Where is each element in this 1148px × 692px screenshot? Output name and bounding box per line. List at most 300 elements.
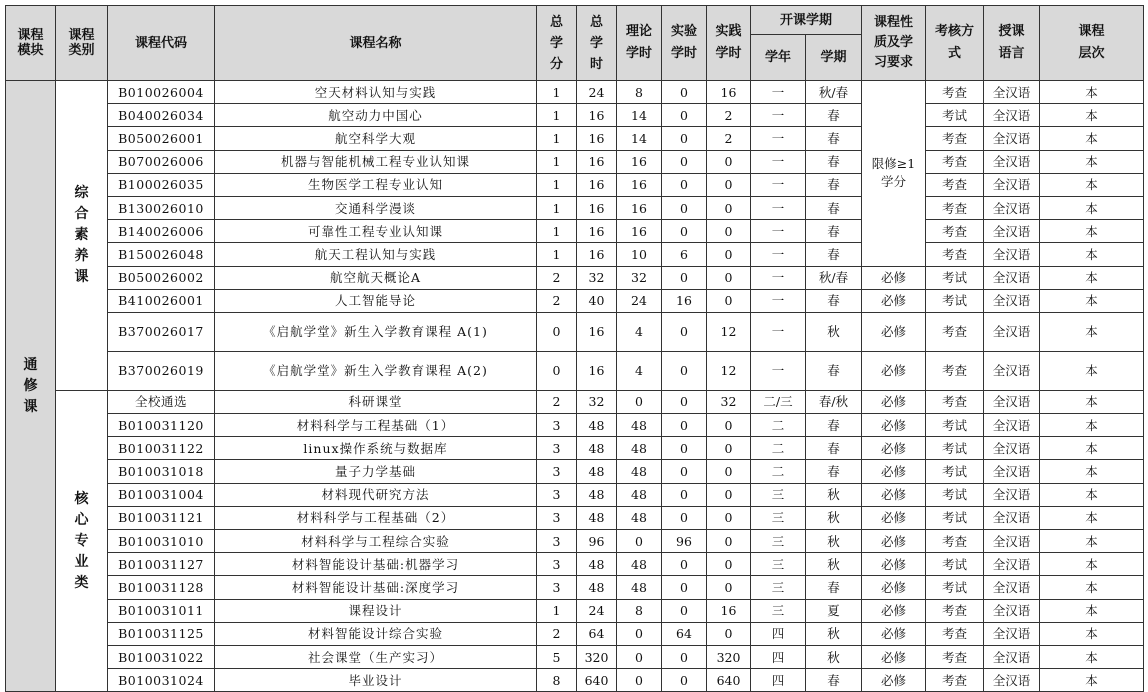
- course-name: 材料智能设计基础:深度学习: [215, 576, 537, 599]
- year-cell: 一: [751, 173, 806, 196]
- term-cell: 春: [806, 173, 862, 196]
- nature-cell: 必修: [862, 553, 926, 576]
- language-cell: 全汉语: [984, 312, 1040, 351]
- table-row: [6, 645, 1144, 668]
- practice-hours-cell: 0: [707, 622, 751, 645]
- table-row: [6, 220, 1144, 243]
- table-row: [6, 173, 1144, 196]
- nature-cell: 必修: [862, 669, 926, 692]
- header-language: 授课语言: [984, 6, 1040, 81]
- practice-hours-cell: 16: [707, 599, 751, 622]
- language-cell: 全汉语: [984, 599, 1040, 622]
- term-cell: 春: [806, 150, 862, 173]
- theory-hours-cell: 10: [617, 243, 662, 266]
- practice-hours-cell: 16: [707, 81, 751, 104]
- practice-hours-cell: 0: [707, 220, 751, 243]
- theory-hours-cell: 8: [617, 81, 662, 104]
- hours-cell: 16: [577, 127, 617, 150]
- assessment-cell: 考查: [926, 390, 984, 413]
- merged-requirement-cell: [862, 81, 926, 267]
- assessment-cell: 考试: [926, 414, 984, 437]
- term-cell: 秋: [806, 622, 862, 645]
- hours-cell: 16: [577, 173, 617, 196]
- year-cell: 一: [751, 351, 806, 390]
- table-row: [6, 196, 1144, 219]
- credits-cell: 3: [537, 553, 577, 576]
- lab-hours-cell: 0: [662, 669, 707, 692]
- header-nature: 课程性质及学习要求: [862, 6, 926, 81]
- credits-cell: 1: [537, 81, 577, 104]
- year-cell: 三: [751, 530, 806, 553]
- level-cell: 本: [1040, 506, 1144, 529]
- year-cell: 二: [751, 414, 806, 437]
- term-cell: 夏: [806, 599, 862, 622]
- language-cell: 全汉语: [984, 414, 1040, 437]
- table-row: [6, 81, 1144, 104]
- credits-cell: 3: [537, 483, 577, 506]
- merged-requirement-text: 限修≥1学分: [871, 156, 916, 190]
- practice-hours-cell: 320: [707, 645, 751, 668]
- course-name: 航天工程认知与实践: [215, 243, 537, 266]
- practice-hours-cell: 12: [707, 351, 751, 390]
- practice-hours-cell: 0: [707, 460, 751, 483]
- language-cell: 全汉语: [984, 104, 1040, 127]
- table-row: [6, 622, 1144, 645]
- hours-cell: 16: [577, 150, 617, 173]
- course-code: B010031011: [108, 599, 215, 622]
- course-name: 《启航学堂》新生入学教育课程 A(2): [215, 351, 537, 390]
- course-code: B010031018: [108, 460, 215, 483]
- practice-hours-cell: 0: [707, 289, 751, 312]
- course-name: 航空航天概论A: [215, 266, 537, 289]
- level-cell: 本: [1040, 553, 1144, 576]
- assessment-cell: 考查: [926, 530, 984, 553]
- course-code: B140026006: [108, 220, 215, 243]
- course-code: B070026006: [108, 150, 215, 173]
- level-cell: 本: [1040, 599, 1144, 622]
- course-code: B410026001: [108, 289, 215, 312]
- nature-cell: 必修: [862, 645, 926, 668]
- year-cell: 二/三: [751, 390, 806, 413]
- theory-hours-cell: 4: [617, 312, 662, 351]
- level-cell: 本: [1040, 483, 1144, 506]
- lab-hours-cell: 0: [662, 599, 707, 622]
- course-code: B130026010: [108, 196, 215, 219]
- level-cell: 本: [1040, 127, 1144, 150]
- level-cell: 本: [1040, 390, 1144, 413]
- level-cell: 本: [1040, 312, 1144, 351]
- practice-hours-cell: 2: [707, 127, 751, 150]
- hours-cell: 16: [577, 243, 617, 266]
- course-name: 毕业设计: [215, 669, 537, 692]
- practice-hours-cell: 0: [707, 553, 751, 576]
- hours-cell: 16: [577, 220, 617, 243]
- course-code: B010031127: [108, 553, 215, 576]
- nature-cell: 必修: [862, 483, 926, 506]
- language-cell: 全汉语: [984, 576, 1040, 599]
- assessment-cell: 考查: [926, 243, 984, 266]
- table-body: [6, 81, 1144, 692]
- lab-hours-cell: 0: [662, 266, 707, 289]
- level-cell: 本: [1040, 645, 1144, 668]
- header-code: 课程代码: [108, 6, 215, 81]
- theory-hours-cell: 48: [617, 506, 662, 529]
- table-row: [6, 150, 1144, 173]
- practice-hours-cell: 12: [707, 312, 751, 351]
- year-cell: 一: [751, 220, 806, 243]
- course-code: B010031128: [108, 576, 215, 599]
- practice-hours-cell: 640: [707, 669, 751, 692]
- term-cell: 春: [806, 104, 862, 127]
- year-cell: 一: [751, 127, 806, 150]
- table-row: [6, 669, 1144, 692]
- year-cell: 一: [751, 266, 806, 289]
- practice-hours-cell: 32: [707, 390, 751, 413]
- hours-cell: 16: [577, 104, 617, 127]
- term-cell: 春: [806, 243, 862, 266]
- credits-cell: 3: [537, 414, 577, 437]
- nature-cell: 必修: [862, 437, 926, 460]
- header-level: 课程层次: [1040, 6, 1144, 81]
- level-cell: 本: [1040, 460, 1144, 483]
- practice-hours-cell: 0: [707, 414, 751, 437]
- term-cell: 秋: [806, 645, 862, 668]
- hours-cell: 48: [577, 437, 617, 460]
- lab-hours-cell: 0: [662, 173, 707, 196]
- credits-cell: 2: [537, 622, 577, 645]
- level-cell: 本: [1040, 173, 1144, 196]
- course-name: 航空科学大观: [215, 127, 537, 150]
- table-row: [6, 506, 1144, 529]
- course-name: 材料智能设计基础:机器学习: [215, 553, 537, 576]
- credits-cell: 8: [537, 669, 577, 692]
- term-cell: 春: [806, 289, 862, 312]
- credits-cell: 1: [537, 127, 577, 150]
- credits-cell: 1: [537, 220, 577, 243]
- credits-cell: 0: [537, 312, 577, 351]
- language-cell: 全汉语: [984, 669, 1040, 692]
- nature-cell: 必修: [862, 530, 926, 553]
- credits-cell: 3: [537, 437, 577, 460]
- lab-hours-cell: 0: [662, 460, 707, 483]
- year-cell: 三: [751, 483, 806, 506]
- language-cell: 全汉语: [984, 150, 1040, 173]
- language-cell: 全汉语: [984, 460, 1040, 483]
- table-row: [6, 599, 1144, 622]
- course-name: 材料科学与工程综合实验: [215, 530, 537, 553]
- credits-cell: 1: [537, 150, 577, 173]
- year-cell: 四: [751, 645, 806, 668]
- practice-hours-cell: 0: [707, 243, 751, 266]
- course-name: 量子力学基础: [215, 460, 537, 483]
- nature-cell: 必修: [862, 599, 926, 622]
- assessment-cell: 考查: [926, 351, 984, 390]
- level-cell: 本: [1040, 530, 1144, 553]
- lab-hours-cell: 0: [662, 127, 707, 150]
- assessment-cell: 考查: [926, 220, 984, 243]
- course-code: B010031122: [108, 437, 215, 460]
- hours-cell: 48: [577, 576, 617, 599]
- hours-cell: 48: [577, 460, 617, 483]
- header-hours: 总学时: [577, 6, 617, 81]
- year-cell: 一: [751, 312, 806, 351]
- theory-hours-cell: 48: [617, 437, 662, 460]
- language-cell: 全汉语: [984, 645, 1040, 668]
- practice-hours-cell: 0: [707, 437, 751, 460]
- year-cell: 四: [751, 622, 806, 645]
- theory-hours-cell: 48: [617, 460, 662, 483]
- theory-hours-cell: 0: [617, 645, 662, 668]
- lab-hours-cell: 0: [662, 414, 707, 437]
- level-cell: 本: [1040, 351, 1144, 390]
- assessment-cell: 考试: [926, 483, 984, 506]
- course-name: 机器与智能机械工程专业认知课: [215, 150, 537, 173]
- lab-hours-cell: 0: [662, 390, 707, 413]
- nature-cell: 必修: [862, 390, 926, 413]
- hours-cell: 16: [577, 351, 617, 390]
- theory-hours-cell: 16: [617, 220, 662, 243]
- table-row: [6, 127, 1144, 150]
- lab-hours-cell: 0: [662, 196, 707, 219]
- level-cell: 本: [1040, 266, 1144, 289]
- nature-cell: 必修: [862, 414, 926, 437]
- credits-cell: 5: [537, 645, 577, 668]
- language-cell: 全汉语: [984, 437, 1040, 460]
- course-name: 《启航学堂》新生入学教育课程 A(1): [215, 312, 537, 351]
- table-row: [6, 243, 1144, 266]
- practice-hours-cell: 0: [707, 150, 751, 173]
- assessment-cell: 考查: [926, 150, 984, 173]
- course-code: B010031010: [108, 530, 215, 553]
- level-cell: 本: [1040, 150, 1144, 173]
- lab-hours-cell: 0: [662, 104, 707, 127]
- header-lab-hours: 实验学时: [662, 6, 707, 81]
- course-code: B150026048: [108, 243, 215, 266]
- assessment-cell: 考查: [926, 645, 984, 668]
- course-code: B010031121: [108, 506, 215, 529]
- level-cell: 本: [1040, 414, 1144, 437]
- term-cell: 秋: [806, 553, 862, 576]
- header-module: 课程模块: [6, 6, 56, 81]
- assessment-cell: 考查: [926, 173, 984, 196]
- course-code: B010026004: [108, 81, 215, 104]
- term-cell: 春: [806, 576, 862, 599]
- course-table: [5, 5, 1144, 692]
- module-label: 通修课: [23, 356, 38, 415]
- course-code: B010031120: [108, 414, 215, 437]
- course-code: 全校通选: [108, 390, 215, 413]
- term-cell: 春: [806, 127, 862, 150]
- theory-hours-cell: 0: [617, 530, 662, 553]
- credits-cell: 3: [537, 530, 577, 553]
- course-name: 空天材料认知与实践: [215, 81, 537, 104]
- header-term: 学期: [806, 35, 862, 81]
- table-row: [6, 553, 1144, 576]
- course-name: 可靠性工程专业认知课: [215, 220, 537, 243]
- credits-cell: 2: [537, 289, 577, 312]
- theory-hours-cell: 0: [617, 390, 662, 413]
- course-name: 科研课堂: [215, 390, 537, 413]
- course-code: B050026002: [108, 266, 215, 289]
- term-cell: 春: [806, 669, 862, 692]
- header-name: 课程名称: [215, 6, 537, 81]
- course-name: 社会课堂（生产实习）: [215, 645, 537, 668]
- table-row: [6, 266, 1144, 289]
- table-row: [6, 437, 1144, 460]
- hours-cell: 48: [577, 506, 617, 529]
- credits-cell: 1: [537, 173, 577, 196]
- header-category: 课程类别: [56, 6, 108, 81]
- language-cell: 全汉语: [984, 530, 1040, 553]
- category-cell: [56, 81, 108, 391]
- table-row: [6, 576, 1144, 599]
- year-cell: 三: [751, 576, 806, 599]
- course-code: B370026019: [108, 351, 215, 390]
- term-cell: 秋/春: [806, 81, 862, 104]
- theory-hours-cell: 8: [617, 599, 662, 622]
- nature-cell: 必修: [862, 266, 926, 289]
- hours-cell: 48: [577, 553, 617, 576]
- practice-hours-cell: 0: [707, 196, 751, 219]
- language-cell: 全汉语: [984, 351, 1040, 390]
- term-cell: 春: [806, 414, 862, 437]
- hours-cell: 48: [577, 414, 617, 437]
- hours-cell: 64: [577, 622, 617, 645]
- year-cell: 一: [751, 104, 806, 127]
- table-row: [6, 104, 1144, 127]
- hours-cell: 48: [577, 483, 617, 506]
- term-cell: 秋/春: [806, 266, 862, 289]
- language-cell: 全汉语: [984, 173, 1040, 196]
- table-header: [6, 6, 1144, 81]
- lab-hours-cell: 6: [662, 243, 707, 266]
- header-semester-group: 开课学期: [751, 6, 862, 35]
- lab-hours-cell: 0: [662, 645, 707, 668]
- practice-hours-cell: 0: [707, 530, 751, 553]
- lab-hours-cell: 64: [662, 622, 707, 645]
- credits-cell: 3: [537, 506, 577, 529]
- course-code: B010031004: [108, 483, 215, 506]
- level-cell: 本: [1040, 289, 1144, 312]
- year-cell: 一: [751, 81, 806, 104]
- term-cell: 春/秋: [806, 390, 862, 413]
- year-cell: 一: [751, 243, 806, 266]
- practice-hours-cell: 0: [707, 576, 751, 599]
- header-practice-hours: 实践学时: [707, 6, 751, 81]
- assessment-cell: 考试: [926, 576, 984, 599]
- course-name: 生物医学工程专业认知: [215, 173, 537, 196]
- theory-hours-cell: 0: [617, 669, 662, 692]
- language-cell: 全汉语: [984, 266, 1040, 289]
- term-cell: 春: [806, 437, 862, 460]
- theory-hours-cell: 24: [617, 289, 662, 312]
- theory-hours-cell: 16: [617, 196, 662, 219]
- lab-hours-cell: 0: [662, 312, 707, 351]
- nature-cell: 必修: [862, 289, 926, 312]
- theory-hours-cell: 32: [617, 266, 662, 289]
- credits-cell: 2: [537, 266, 577, 289]
- module-cell: [6, 81, 56, 692]
- practice-hours-cell: 0: [707, 266, 751, 289]
- credits-cell: 2: [537, 390, 577, 413]
- theory-hours-cell: 48: [617, 414, 662, 437]
- table-row: [6, 390, 1144, 413]
- level-cell: 本: [1040, 576, 1144, 599]
- header-theory-hours: 理论学时: [617, 6, 662, 81]
- lab-hours-cell: 0: [662, 220, 707, 243]
- table-row: [6, 483, 1144, 506]
- table-row: [6, 351, 1144, 390]
- level-cell: 本: [1040, 104, 1144, 127]
- course-code: B040026034: [108, 104, 215, 127]
- term-cell: 春: [806, 196, 862, 219]
- assessment-cell: 考查: [926, 312, 984, 351]
- language-cell: 全汉语: [984, 506, 1040, 529]
- credits-cell: 1: [537, 196, 577, 219]
- language-cell: 全汉语: [984, 622, 1040, 645]
- hours-cell: 32: [577, 266, 617, 289]
- course-name: linux操作系统与数据库: [215, 437, 537, 460]
- term-cell: 春: [806, 220, 862, 243]
- level-cell: 本: [1040, 622, 1144, 645]
- course-code: B010031024: [108, 669, 215, 692]
- level-cell: 本: [1040, 437, 1144, 460]
- credits-cell: 3: [537, 460, 577, 483]
- practice-hours-cell: 0: [707, 506, 751, 529]
- table-row: [6, 414, 1144, 437]
- practice-hours-cell: 0: [707, 173, 751, 196]
- level-cell: 本: [1040, 669, 1144, 692]
- course-code: B010031022: [108, 645, 215, 668]
- theory-hours-cell: 4: [617, 351, 662, 390]
- lab-hours-cell: 0: [662, 576, 707, 599]
- assessment-cell: 考试: [926, 104, 984, 127]
- year-cell: 一: [751, 150, 806, 173]
- category-cell: [56, 390, 108, 691]
- hours-cell: 640: [577, 669, 617, 692]
- year-cell: 二: [751, 437, 806, 460]
- hours-cell: 24: [577, 81, 617, 104]
- header-year: 学年: [751, 35, 806, 81]
- theory-hours-cell: 14: [617, 104, 662, 127]
- assessment-cell: 考查: [926, 127, 984, 150]
- course-code: B010031125: [108, 622, 215, 645]
- assessment-cell: 考试: [926, 553, 984, 576]
- lab-hours-cell: 96: [662, 530, 707, 553]
- assessment-cell: 考查: [926, 599, 984, 622]
- course-name: 课程设计: [215, 599, 537, 622]
- year-cell: 四: [751, 669, 806, 692]
- nature-cell: 必修: [862, 312, 926, 351]
- credits-cell: 3: [537, 576, 577, 599]
- assessment-cell: 考查: [926, 196, 984, 219]
- theory-hours-cell: 48: [617, 553, 662, 576]
- credits-cell: 1: [537, 243, 577, 266]
- nature-cell: 必修: [862, 622, 926, 645]
- table-row: [6, 460, 1144, 483]
- level-cell: 本: [1040, 81, 1144, 104]
- assessment-cell: 考试: [926, 506, 984, 529]
- header-assessment: 考核方式: [926, 6, 984, 81]
- year-cell: 一: [751, 289, 806, 312]
- theory-hours-cell: 16: [617, 173, 662, 196]
- course-code: B050026001: [108, 127, 215, 150]
- year-cell: 一: [751, 196, 806, 219]
- hours-cell: 320: [577, 645, 617, 668]
- credits-cell: 1: [537, 104, 577, 127]
- level-cell: 本: [1040, 220, 1144, 243]
- lab-hours-cell: 0: [662, 81, 707, 104]
